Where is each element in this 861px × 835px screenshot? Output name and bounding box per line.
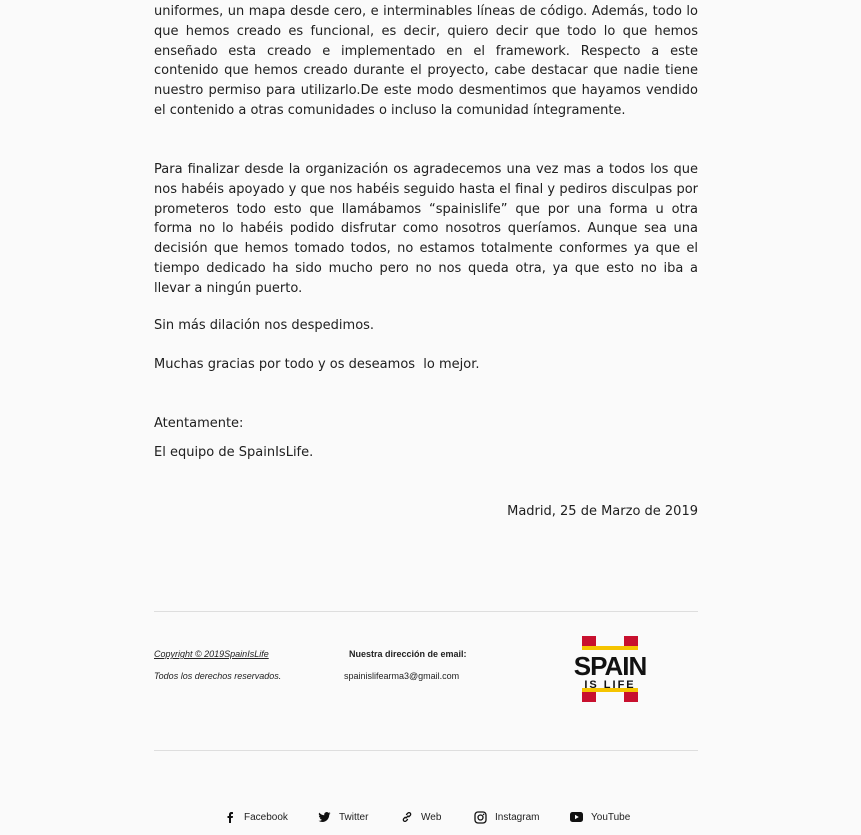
social-label-web: Web bbox=[421, 811, 442, 823]
email-link[interactable]: spainislifearma3@gmail.com bbox=[344, 671, 460, 681]
social-label-facebook: Facebook bbox=[244, 811, 288, 823]
logo-text-islife: IS LIFE bbox=[584, 679, 636, 691]
social-web[interactable] bbox=[401, 807, 441, 827]
rights-text: Todos los derechos reservados. bbox=[154, 671, 282, 681]
footer-divider-bottom bbox=[154, 750, 698, 751]
social-label-twitter: Twitter bbox=[339, 811, 369, 823]
email-heading: Nuestra dirección de email: bbox=[349, 649, 467, 659]
social-label-youtube: YouTube bbox=[591, 811, 631, 823]
twitter-icon bbox=[318, 811, 331, 823]
thanks-line: Muchas gracias por todo y os deseamos lo mejor. bbox=[154, 357, 480, 372]
social-instagram[interactable] bbox=[474, 807, 539, 827]
facebook-icon bbox=[224, 811, 236, 823]
signature-line: El equipo de SpainIsLife. bbox=[154, 445, 314, 460]
social-facebook[interactable] bbox=[224, 807, 288, 827]
social-youtube[interactable] bbox=[570, 807, 630, 827]
copyright-link[interactable]: Copyright © 2019SpainIsLife bbox=[154, 649, 269, 659]
logo-text-spain: SPAIN bbox=[573, 651, 647, 681]
youtube-icon bbox=[570, 812, 583, 822]
link-icon bbox=[401, 811, 413, 823]
instagram-icon bbox=[474, 811, 487, 824]
spainislife-logo bbox=[572, 636, 648, 702]
footer-divider-top bbox=[154, 611, 698, 612]
social-twitter[interactable] bbox=[318, 807, 368, 827]
letter-paragraph-1: uniformes, un mapa desde cero, e interminables líneas de código. Además, todo lo que hemos creado es funcional, es decir, quiero decir que todo lo que hemos enseñado esta creado e implementado en el framework. Respecto a este contenido que hemos creado durante el proyecto, cabe destacar que nadie tiene nuestro permiso para utilizarlo.De este modo desmentimos que hayamos vendido el contenido a otras comunidades o incluso la comunidad íntegramente. bbox=[154, 4, 698, 118]
farewell-line: Sin más dilación nos despedimos. bbox=[154, 318, 375, 333]
closing-line: Atentamente: bbox=[154, 416, 244, 431]
letter-paragraph-2: Para finalizar desde la organización os agradecemos una vez mas a todos los que nos habéis apoyado y que nos habéis seguido hasta el final y pediros disculpas por prometeros todo esto que llamábamos “spainislife” que por una forma u otra forma no lo habéis podido disfrutar como nosotros queríamos. Aunque sea una decisión que hemos tomado todos, no estamos totalmente conformes ya que el tiempo dedicado ha sido mucho pero no nos queda otra, ya que esto no iba a llevar a ningún puerto. bbox=[154, 162, 698, 296]
letter-date: Madrid, 25 de Marzo de 2019 bbox=[507, 504, 698, 519]
social-label-instagram: Instagram bbox=[495, 811, 540, 823]
